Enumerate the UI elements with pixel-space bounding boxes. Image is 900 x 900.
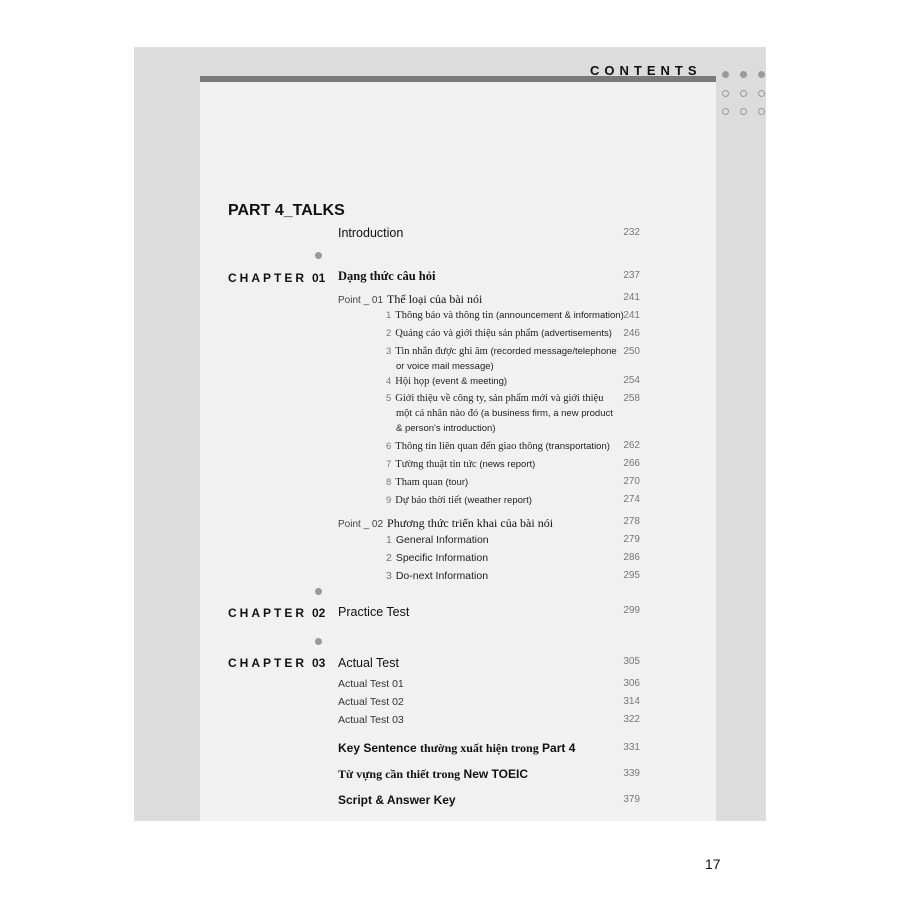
entry-title: Từ vựng cần thiết trong bbox=[338, 767, 461, 781]
page-number: 237 bbox=[623, 270, 640, 281]
item-number: 3 bbox=[386, 346, 392, 357]
decor-dot bbox=[740, 90, 747, 97]
decor-dot bbox=[758, 108, 765, 115]
chapter-label bbox=[228, 271, 307, 285]
toc-item[interactable] bbox=[386, 534, 489, 546]
toc-entry-script-answer-key[interactable] bbox=[338, 793, 456, 807]
page-number: 250 bbox=[623, 346, 640, 357]
entry-title: Introduction bbox=[338, 226, 404, 240]
page-number: 258 bbox=[623, 393, 640, 404]
page-number: 379 bbox=[623, 794, 640, 805]
decor-dot bbox=[722, 108, 729, 115]
item-title: Hội họp bbox=[395, 376, 430, 387]
page-number: 246 bbox=[623, 328, 640, 339]
item-number: 9 bbox=[386, 495, 392, 506]
chapter-number: 01 bbox=[312, 271, 326, 285]
page-number: 232 bbox=[623, 227, 640, 238]
point-title: Phương thức triển khai của bài nói bbox=[387, 516, 554, 530]
toc-entry-key-sentence[interactable] bbox=[338, 741, 575, 756]
entry-title-end: Part 4 bbox=[542, 741, 576, 755]
page-number: 339 bbox=[623, 768, 640, 779]
chapter-word: CHAPTER bbox=[228, 606, 308, 620]
toc-entry-chapter-01[interactable]: Dạng thức câu hỏi bbox=[338, 269, 436, 283]
toc-entry-point-02[interactable] bbox=[338, 516, 553, 531]
item-title: Tham quan bbox=[395, 477, 443, 488]
page-number: 306 bbox=[623, 678, 640, 689]
page-number: 322 bbox=[623, 714, 640, 725]
page-number: 305 bbox=[623, 656, 640, 667]
page-number: 241 bbox=[623, 310, 640, 321]
item-note: (weather report) bbox=[464, 495, 532, 506]
point-title: Thể loại của bài nói bbox=[387, 292, 483, 306]
toc-item[interactable] bbox=[386, 328, 612, 339]
item-title: Thông tin liên quan đến giao thông bbox=[395, 441, 543, 452]
toc-item[interactable] bbox=[386, 570, 488, 582]
item-number: 4 bbox=[386, 376, 392, 387]
item-title: General Information bbox=[395, 534, 489, 546]
toc-entry-introduction[interactable] bbox=[338, 226, 403, 240]
page-number: 262 bbox=[623, 440, 640, 451]
entry-title: Script & Answer Key bbox=[338, 793, 456, 807]
toc-entry-actual-test-03[interactable]: Actual Test 03 bbox=[338, 714, 404, 726]
toc-entry-vocabulary[interactable] bbox=[338, 767, 528, 782]
entry-title: Key Sentence bbox=[338, 741, 417, 755]
chapter-bullet bbox=[315, 252, 322, 259]
page-number: 286 bbox=[623, 552, 640, 563]
item-note: (tour) bbox=[445, 477, 469, 488]
page-number: 270 bbox=[623, 476, 640, 487]
item-number: 3 bbox=[386, 570, 392, 582]
page-number: 295 bbox=[623, 570, 640, 581]
item-title: Quảng cáo và giới thiệu sản phẩm bbox=[395, 328, 539, 339]
item-note: (recorded message/telephone bbox=[490, 346, 617, 357]
toc-item[interactable] bbox=[386, 495, 532, 506]
page-number: 299 bbox=[623, 605, 640, 616]
item-number: 1 bbox=[386, 534, 392, 546]
toc-item[interactable] bbox=[386, 552, 488, 564]
item-number: 6 bbox=[386, 441, 392, 452]
page-number: 278 bbox=[623, 516, 640, 527]
item-title: Tin nhắn được ghi âm bbox=[395, 346, 488, 357]
page-number: 279 bbox=[623, 534, 640, 545]
chapter-word: CHAPTER bbox=[228, 656, 308, 670]
chapter-number: 02 bbox=[312, 606, 326, 620]
chapter-label bbox=[228, 656, 307, 670]
item-note: (a business firm, a new product bbox=[480, 408, 613, 419]
chapter-number: 03 bbox=[312, 656, 326, 670]
item-title: Thông báo và thông tin bbox=[395, 310, 494, 321]
toc-item[interactable] bbox=[386, 459, 535, 470]
decor-dot bbox=[740, 108, 747, 115]
item-number: 2 bbox=[386, 552, 392, 564]
toc-entry-chapter-03[interactable]: Actual Test bbox=[338, 656, 399, 670]
toc-entry-actual-test-02[interactable]: Actual Test 02 bbox=[338, 696, 404, 708]
decor-dot bbox=[758, 71, 765, 78]
chapter-bullet bbox=[315, 638, 322, 645]
item-number: 7 bbox=[386, 459, 392, 470]
toc-item[interactable] bbox=[386, 393, 603, 404]
toc-item-continuation: or voice mail message) bbox=[396, 361, 494, 372]
item-note: (news report) bbox=[479, 459, 536, 470]
entry-title-middle: thường xuất hiện trong bbox=[420, 741, 539, 755]
chapter-word: CHAPTER bbox=[228, 271, 308, 285]
toc-item[interactable] bbox=[386, 346, 617, 357]
point-label: Point _ 01 bbox=[338, 295, 384, 306]
item-note: (advertisements) bbox=[541, 328, 612, 339]
item-title: Tường thuật tin tức bbox=[395, 459, 477, 470]
point-label: Point _ 02 bbox=[338, 519, 384, 530]
item-title: Specific Information bbox=[395, 552, 489, 564]
item-title: Giới thiệu về công ty, sản phẩm mới và giới thiệu bbox=[395, 393, 604, 404]
entry-title-end: New TOEIC bbox=[463, 767, 528, 781]
part-title: PART 4_TALKS bbox=[228, 202, 345, 219]
contents-heading: CONTENTS bbox=[590, 63, 702, 78]
toc-item-continuation: & person's introduction) bbox=[396, 423, 496, 434]
item-title: Do-next Information bbox=[395, 570, 489, 582]
decor-dot bbox=[722, 71, 729, 78]
decor-dot bbox=[758, 90, 765, 97]
item-number: 5 bbox=[386, 393, 392, 404]
page-number: 331 bbox=[623, 742, 640, 753]
item-note: (announcement & information) bbox=[495, 310, 624, 321]
item-number: 8 bbox=[386, 477, 392, 488]
toc-item[interactable] bbox=[386, 376, 507, 387]
item-number: 1 bbox=[386, 310, 392, 321]
decor-dot bbox=[740, 71, 747, 78]
item-title: Dự báo thời tiết bbox=[395, 495, 462, 506]
page-folio: 17 bbox=[705, 856, 721, 872]
page-number: 274 bbox=[623, 494, 640, 505]
page-number: 314 bbox=[623, 696, 640, 707]
page-number: 254 bbox=[623, 375, 640, 386]
page-number: 266 bbox=[623, 458, 640, 469]
toc-item[interactable] bbox=[386, 310, 624, 321]
item-title-line2: một cá nhân nào đó bbox=[396, 408, 479, 419]
toc-entry-actual-test-01[interactable]: Actual Test 01 bbox=[338, 678, 404, 690]
toc-item-continuation bbox=[396, 408, 613, 419]
toc-item[interactable] bbox=[386, 441, 610, 452]
toc-item[interactable] bbox=[386, 477, 468, 488]
decor-dot bbox=[722, 90, 729, 97]
item-note: (transportation) bbox=[545, 441, 610, 452]
page-number: 241 bbox=[623, 292, 640, 303]
item-note: (event & meeting) bbox=[432, 376, 508, 387]
toc-entry-point-01[interactable] bbox=[338, 292, 482, 307]
chapter-label bbox=[228, 606, 307, 620]
chapter-bullet bbox=[315, 588, 322, 595]
toc-entry-chapter-02[interactable]: Practice Test bbox=[338, 605, 410, 619]
item-number: 2 bbox=[386, 328, 392, 339]
